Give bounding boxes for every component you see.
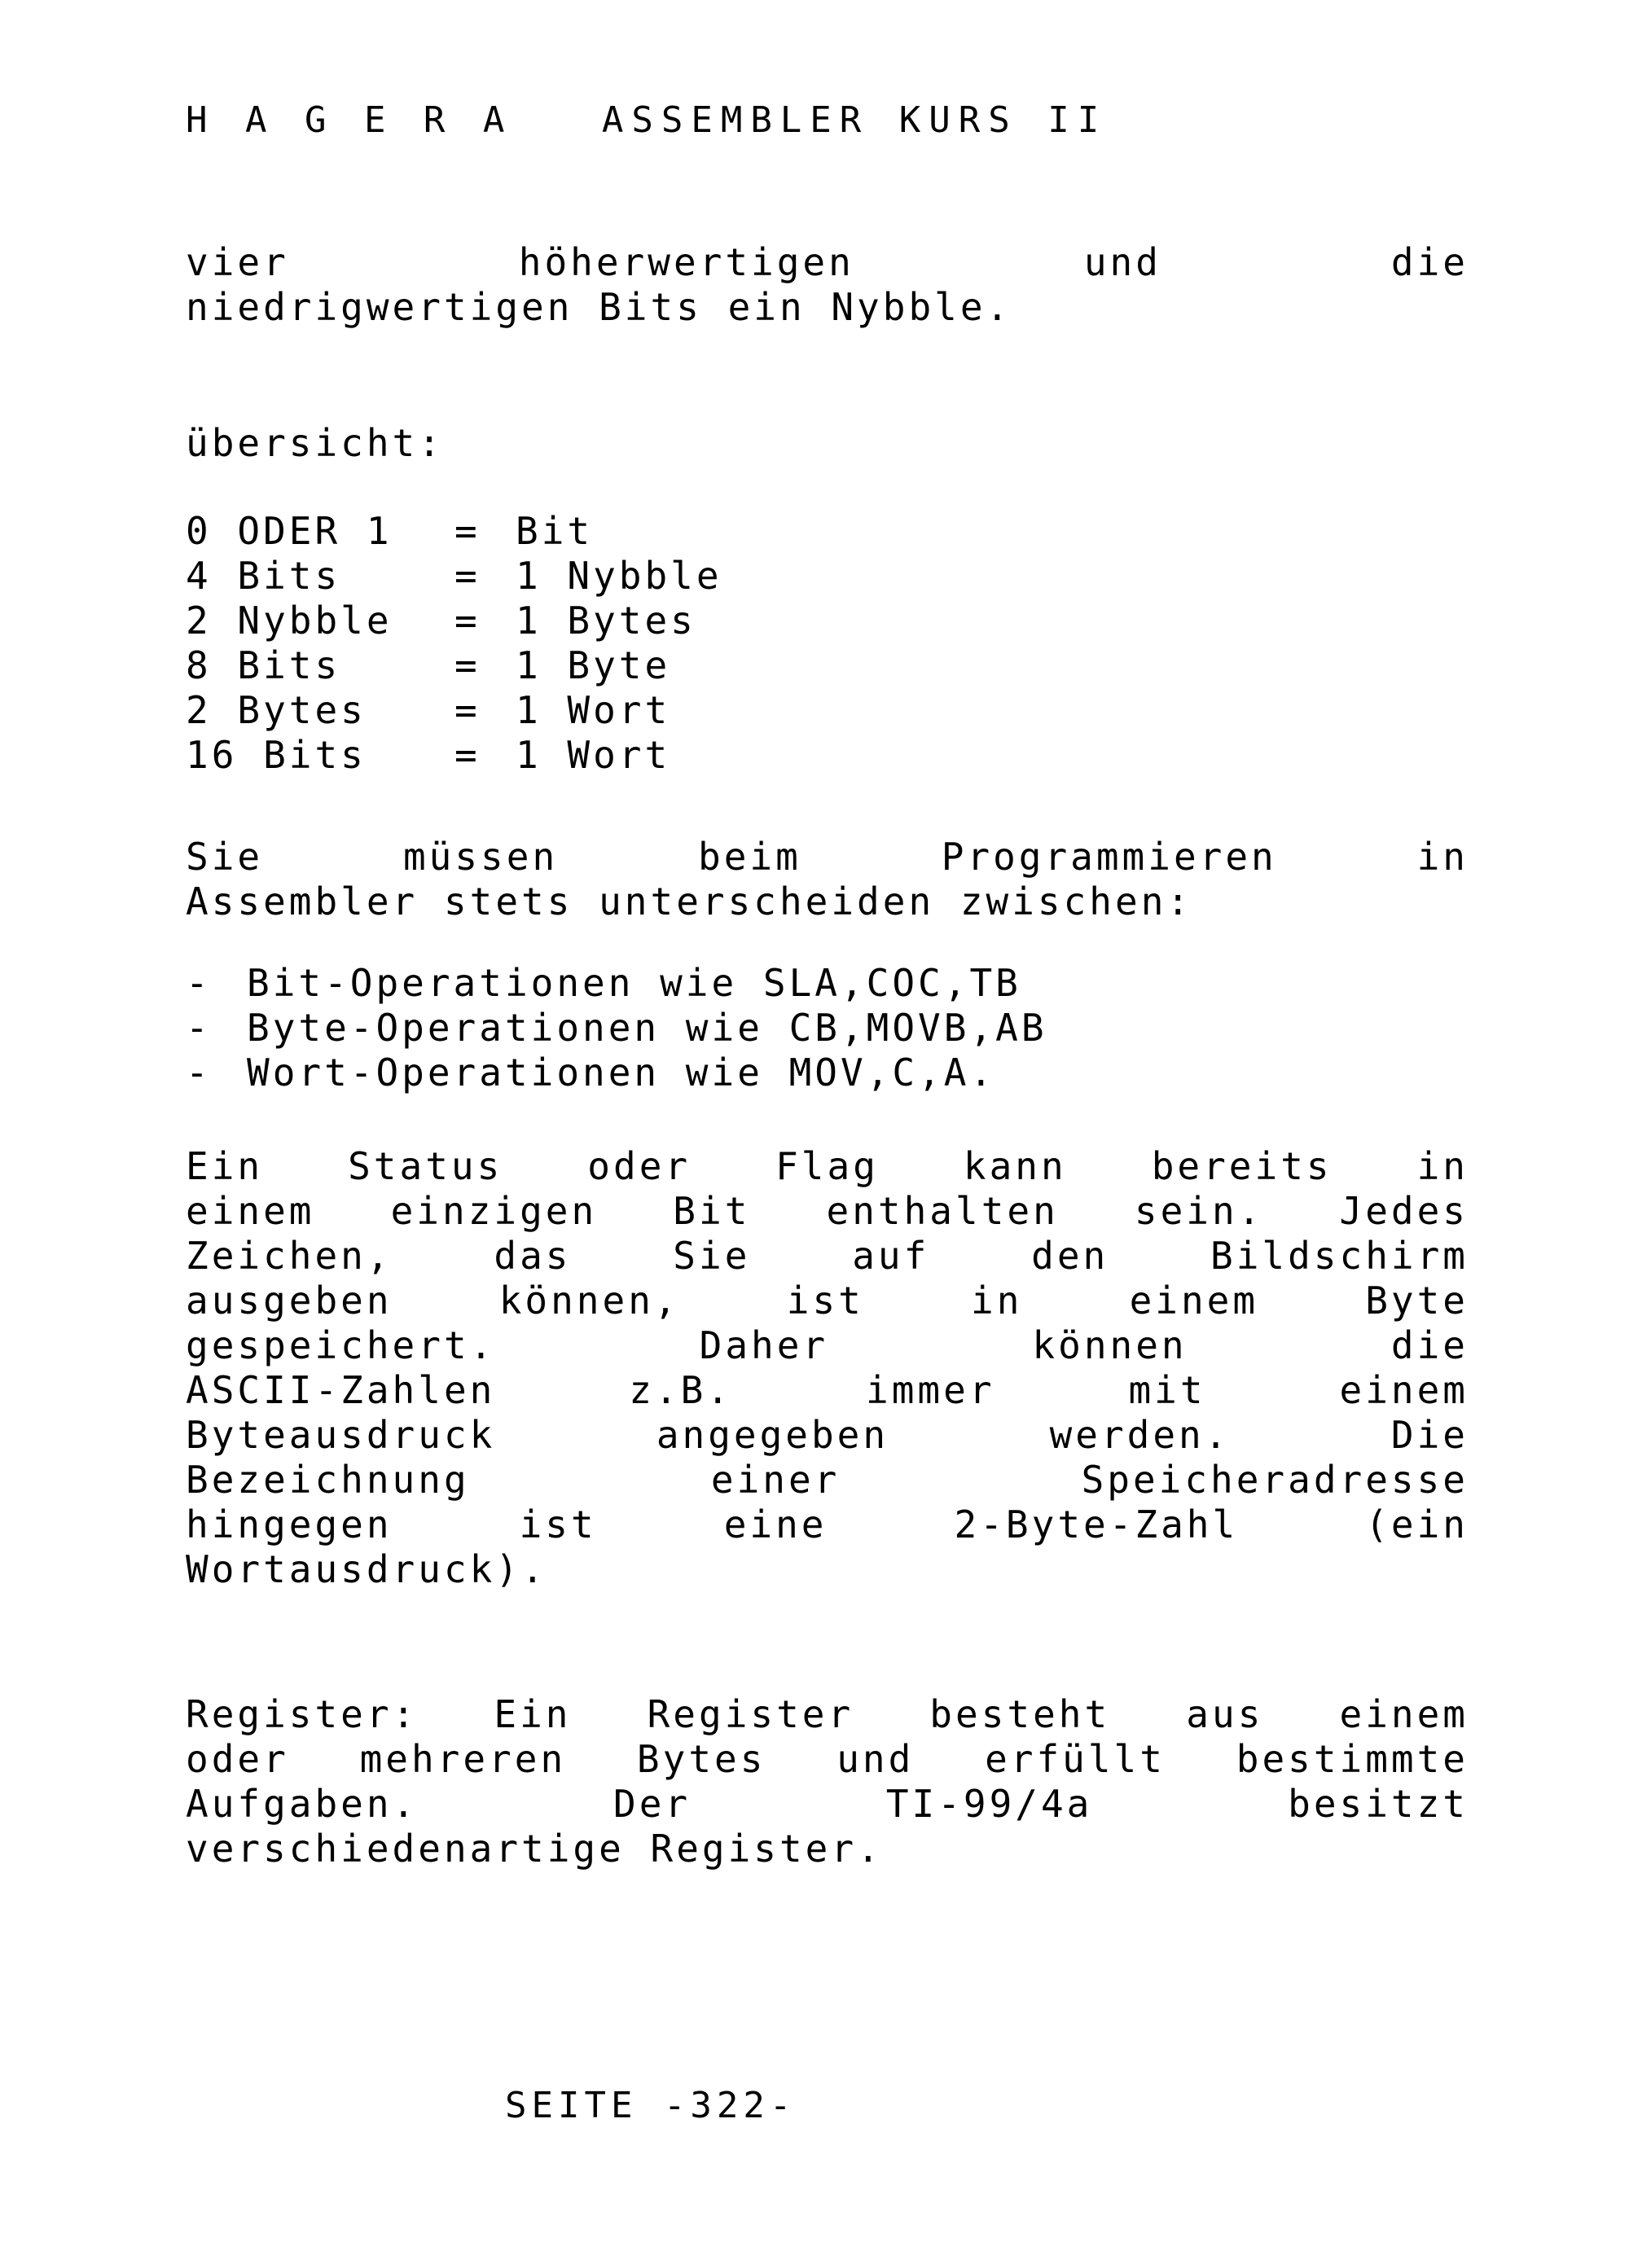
list-item: [186, 961, 1047, 1006]
text-line: ausgeben können, ist in einem Byte: [186, 1279, 1469, 1323]
table-cell-eq: =: [454, 733, 481, 777]
page-header: H A G E R A ASSEMBLER KURS II: [186, 99, 1108, 141]
status-paragraph: [186, 1144, 1469, 1592]
text-line: Aufgaben. Der TI-99/4a besitzt: [186, 1782, 1469, 1826]
list-dash: -: [186, 1006, 212, 1050]
table-row: [186, 688, 722, 733]
list-item-text: Wort-Operationen wie MOV,C,A.: [247, 1051, 996, 1095]
list-dash: -: [186, 1051, 212, 1095]
table-cell-rhs: 1 Wort: [516, 733, 671, 777]
register-paragraph: [186, 1692, 1469, 1871]
text-line: Byteausdruck angegeben werden. Die: [186, 1413, 1469, 1457]
text-line: Assembler stets unterscheiden zwischen:: [186, 880, 1193, 923]
table-cell-eq: =: [454, 643, 481, 687]
table-cell-rhs: 1 Nybble: [516, 554, 722, 598]
table-cell-rhs: 1 Wort: [516, 688, 671, 732]
table-cell-eq: =: [454, 599, 481, 643]
table-cell-lhs: 4 Bits: [186, 554, 341, 598]
text-line: Zeichen, das Sie auf den Bildschirm: [186, 1234, 1469, 1278]
table-cell-rhs: Bit: [516, 509, 594, 553]
list-item-text: Bit-Operationen wie SLA,COC,TB: [247, 961, 1021, 1005]
table-cell-lhs: 0 ODER 1: [186, 509, 393, 553]
text-line: hingegen ist eine 2-Byte-Zahl (ein: [186, 1502, 1469, 1546]
table-row: [186, 643, 722, 688]
list-dash: -: [186, 961, 212, 1005]
text-line: oder mehreren Bytes und erfüllt bestimmte: [186, 1737, 1469, 1781]
text-line: Bezeichnung einer Speicheradresse: [186, 1458, 1469, 1502]
table-cell-eq: =: [454, 554, 481, 598]
table-row: [186, 509, 722, 554]
overview-table: [186, 509, 722, 778]
text-line: Wortausdruck).: [186, 1547, 547, 1591]
table-row: [186, 733, 722, 778]
text-line: einem einzigen Bit enthalten sein. Jedes: [186, 1189, 1469, 1233]
table-cell-lhs: 16 Bits: [186, 733, 367, 777]
table-row: [186, 599, 722, 643]
text-line: niedrigwertigen Bits ein Nybble.: [186, 285, 1012, 329]
list-item-text: Byte-Operationen wie CB,MOVB,AB: [247, 1006, 1047, 1050]
text-line: Register: Ein Register besteht aus einem: [186, 1692, 1469, 1736]
table-cell-lhs: 2 Bytes: [186, 688, 367, 732]
table-cell-rhs: 1 Bytes: [516, 599, 696, 643]
text-line: Sie müssen beim Programmieren in: [186, 835, 1469, 879]
table-cell-lhs: 2 Nybble: [186, 599, 393, 643]
operations-list: [186, 961, 1047, 1095]
intro-paragraph: [186, 240, 1469, 330]
table-cell-lhs: 8 Bits: [186, 643, 341, 687]
table-row: [186, 554, 722, 599]
text-line: vier höherwertigen und die: [186, 240, 1469, 284]
page-number: SEITE -322-: [505, 2085, 797, 2126]
text-line: ASCII-Zahlen z.B. immer mit einem: [186, 1368, 1469, 1412]
table-cell-eq: =: [454, 509, 481, 553]
text-line: gespeichert. Daher können die: [186, 1323, 1469, 1367]
list-item: [186, 1006, 1047, 1051]
distinguish-paragraph: [186, 835, 1469, 924]
text-line: verschiedenartige Register.: [186, 1827, 883, 1871]
table-cell-eq: =: [454, 688, 481, 732]
table-cell-rhs: 1 Byte: [516, 643, 671, 687]
overview-heading: [186, 421, 1469, 466]
list-item: [186, 1051, 1047, 1095]
text-line: übersicht:: [186, 421, 444, 465]
text-line: Ein Status oder Flag kann bereits in: [186, 1144, 1469, 1188]
